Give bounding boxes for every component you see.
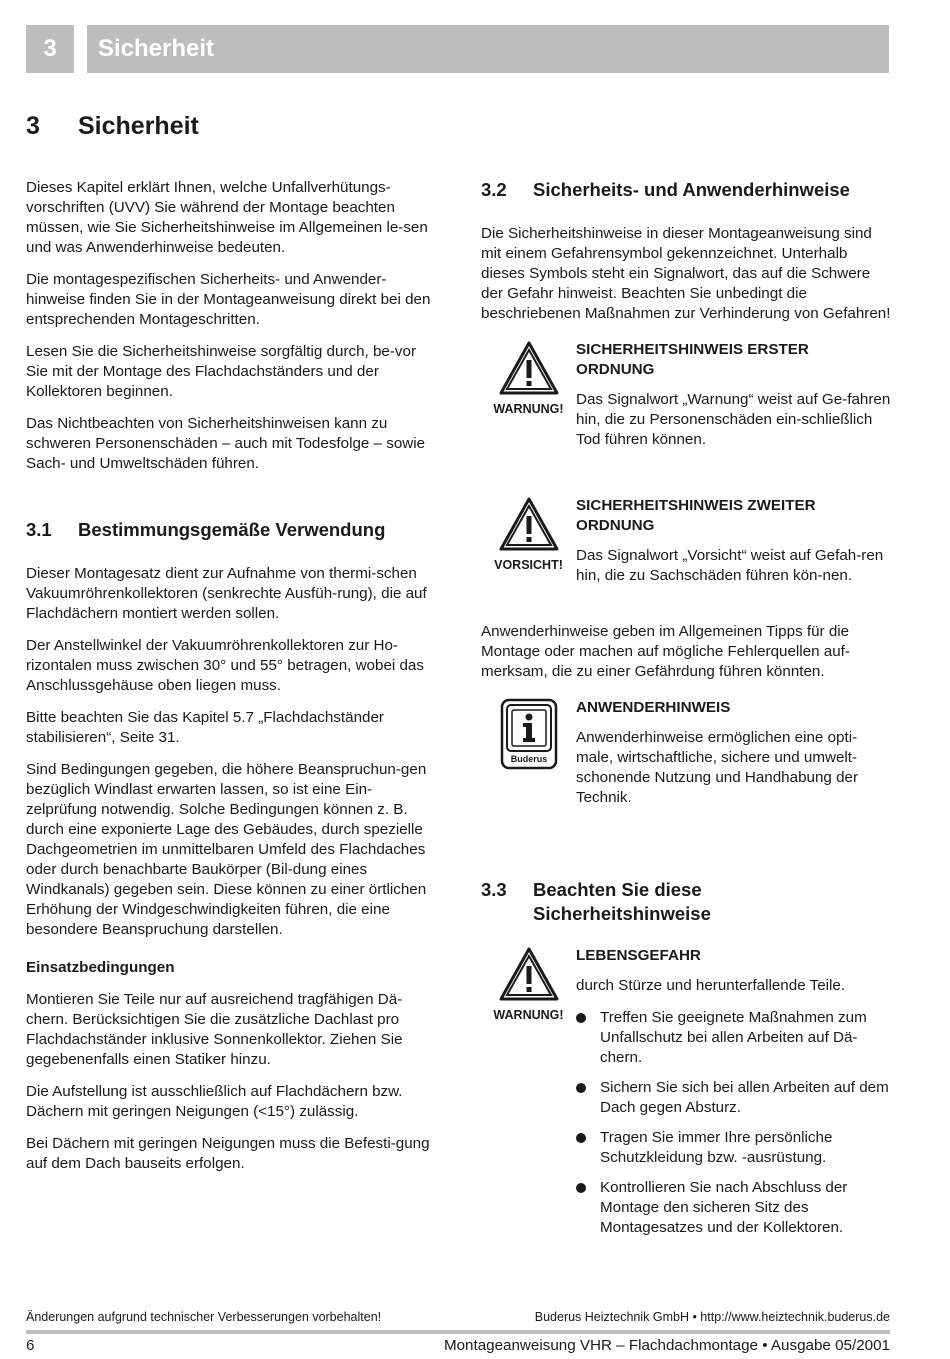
list-item (576, 1008, 891, 1068)
body-paragraph: Montieren Sie Teile nur auf ausreichend tragfähigen Dä-chern. Berücksichtigen Sie die zusätzliche Dachlast pro Flachdachständer inklusive Sonnenkollektor. Ziehen Sie gegebenenfalls einen Statiker hinzu. (26, 991, 403, 1068)
list-item-text: Kontrollieren Sie nach Abschluss der Montage den sicheren Sitz des Montagesatzes und der Kollektoren. (600, 1179, 848, 1236)
footer-disclaimer: Änderungen aufgrund technischer Verbesserungen vorbehalten! (26, 1310, 382, 1324)
notice-text: durch Stürze und herunterfallende Teile. (576, 977, 846, 994)
notice-icon-block (481, 698, 576, 820)
signal-word: WARNUNG! (493, 402, 564, 416)
body-paragraph: Bitte beachten Sie das Kapitel 5.7 „Flachdachständer stabilisieren“, Seite 31. (26, 709, 384, 746)
chapter-number: 3 (26, 112, 40, 140)
notice-text: Das Signalwort „Vorsicht“ weist auf Gefah-ren hin, die zu Sachschäden führen kön-nen. (576, 547, 884, 584)
list-item (576, 1178, 891, 1238)
bullet-icon (576, 1013, 586, 1023)
notice-icon-block (481, 496, 576, 598)
section-number: 3.2 (481, 179, 507, 200)
notice-body (576, 698, 891, 820)
page-title (26, 112, 199, 141)
body-paragraph: Bei Dächern mit geringen Neigungen muss die Befesti-gung auf dem Dach bauseits erfolgen. (26, 1135, 430, 1172)
list-item (576, 1128, 891, 1168)
header-chapter-number: 3 (26, 25, 74, 73)
notice-text: Anwenderhinweise ermöglichen eine opti-male, wirtschaftliche, sichere und umwelt-schonende Nutzung und Handhabung der Technik. (576, 729, 859, 806)
intro-paragraph: Das Nichtbeachten von Sicherheitshinweisen kann zu schweren Personenschäden – auch mit Todesfolge – sowie Sach- und Umweltschäden führen. (26, 415, 426, 472)
body-paragraph: Sind Bedingungen gegeben, die höhere Beanspruchun-gen bezüglich Windlast erwarten lassen, so ist eine Ein-zelprüfung notwendig. Solche Bedingungen können z. B. durch eine exponierte Lage des Gebäudes, durch spezielle Dachgeometrien im unmittelbaren Umfeld des Flachdaches oder durch benachbarte Baukörper (Bil-dung eines Windkanals) gegeben sein. Diese können zu einer örtlichen Erhöhung der Windgeschwindigkeiten führen, die eine besondere Beanspruchung darstellen. (26, 761, 427, 938)
safety-notice-second-order (481, 496, 891, 598)
section-heading-3-1 (26, 518, 436, 542)
notice-title: SICHERHEITSHINWEIS ZWEITER ORDNUNG (576, 497, 816, 534)
section-title-line: Sicherheitshinweise (533, 903, 711, 924)
page-number: 6 (26, 1337, 35, 1354)
footer-top (26, 1310, 890, 1324)
body-paragraph: Anwenderhinweise geben im Allgemeinen Tipps für die Montage oder machen auf mögliche Fehlerquellen auf-merksam, die zu einer Gefährdung führen könnten. (481, 623, 850, 680)
safety-notice-first-order (481, 340, 891, 462)
list-item-text: Tragen Sie immer Ihre persönliche Schutzkleidung bzw. -ausrüstung. (600, 1129, 833, 1166)
section-title: Bestimmungsgemäße Verwendung (78, 519, 386, 540)
section-heading-3-2 (481, 178, 891, 202)
notice-text: Das Signalwort „Warnung“ weist auf Ge-fahren hin, die zu Personenschäden ein-schließlich Tod führen können. (576, 391, 891, 448)
list-item-text: Treffen Sie geeignete Maßnahmen zum Unfallschutz bei allen Arbeiten auf Dä-chern. (600, 1009, 867, 1066)
intro-paragraph: Lesen Sie die Sicherheitshinweise sorgfältig durch, be-vor Sie mit der Montage des Flachdachständers und der Kollektoren beginnen. (26, 343, 417, 400)
notice-title: SICHERHEITSHINWEIS ERSTER ORDNUNG (576, 341, 809, 378)
body-paragraph: Die Sicherheitshinweise in dieser Montageanweisung sind mit einem Gefahrensymbol gekennzeichnet. Unterhalb dieses Symbols steht ein Signalwort, das auf die Schwere der Gefahr hinweist. Beachten Sie unbedingt die beschriebenen Maßnahmen zur Verhinderung von Gefahren! (481, 225, 891, 322)
notice-title: LEBENSGEFAHR (576, 947, 701, 964)
list-item (576, 1078, 891, 1118)
intro-paragraph: Die montagespezifischen Sicherheits- und Anwender-hinweise finden Sie in der Montageanweisung direkt bei den entsprechenden Montageschritten. (26, 271, 431, 328)
user-notice (481, 698, 891, 820)
section-title-line: Beachten Sie diese (533, 879, 702, 900)
body-paragraph: Der Anstellwinkel der Vakuumröhrenkollektoren zur Ho-rizontalen muss zwischen 30° und 55° betragen, wobei das Anschlussgehäuse oben liegen muss. (26, 637, 424, 694)
chapter-title: Sicherheit (78, 112, 199, 140)
bullet-icon (576, 1183, 586, 1193)
notice-icon-block (481, 340, 576, 462)
subheading: Einsatzbedingungen (26, 959, 175, 976)
footer-company: Buderus Heiztechnik GmbH • http://www.heiztechnik.buderus.de (534, 1310, 890, 1324)
warning-triangle-icon (498, 340, 560, 396)
body-paragraph: Die Aufstellung ist ausschließlich auf Flachdächern bzw. Dächern mit geringen Neigungen (<15°) zulässig. (26, 1083, 403, 1120)
notice-title: ANWENDERHINWEIS (576, 699, 731, 716)
section-number: 3.3 (481, 879, 507, 900)
brand-logo-text: Buderus (510, 754, 547, 764)
warning-triangle-icon (498, 496, 560, 552)
bullet-icon (576, 1083, 586, 1093)
section-title (533, 878, 711, 926)
list-item-text: Sichern Sie sich bei allen Arbeiten auf dem Dach gegen Absturz. (600, 1079, 889, 1116)
section-title: Sicherheits- und Anwenderhinweise (533, 179, 850, 200)
bullet-list (576, 1008, 891, 1238)
notice-body (576, 946, 891, 1248)
signal-word: WARNUNG! (493, 1008, 564, 1022)
right-column (481, 178, 891, 1248)
notice-icon-block (481, 946, 576, 1248)
footer-divider (26, 1330, 890, 1334)
header-chapter-title: Sicherheit (87, 25, 889, 73)
intro-paragraph: Dieses Kapitel erklärt Ihnen, welche Unfallverhütungs-vorschriften (UVV) Sie während der Montage beachten müssen, wie Sie Sicherheitshinweise im Allgemeinen le-sen und was Anwenderhinweise bedeuten. (26, 179, 428, 256)
danger-notice (481, 946, 891, 1248)
left-column (26, 178, 436, 1186)
notice-body (576, 340, 891, 462)
footer-document-title: Montageanweisung VHR – Flachdachmontage • Ausgabe 05/2001 (443, 1337, 890, 1354)
section-number: 3.1 (26, 519, 52, 540)
notice-body (576, 496, 891, 598)
section-heading-3-3 (481, 878, 891, 926)
info-icon (500, 698, 558, 770)
warning-triangle-icon (498, 946, 560, 1002)
signal-word: VORSICHT! (494, 558, 563, 572)
footer-bottom (26, 1337, 890, 1354)
bullet-icon (576, 1133, 586, 1143)
body-paragraph: Dieser Montagesatz dient zur Aufnahme von thermi-schen Vakuumröhrenkollektoren (senkrechte Ausfüh-rung), die auf Flachdächern montiert werden sollen. (26, 565, 427, 622)
